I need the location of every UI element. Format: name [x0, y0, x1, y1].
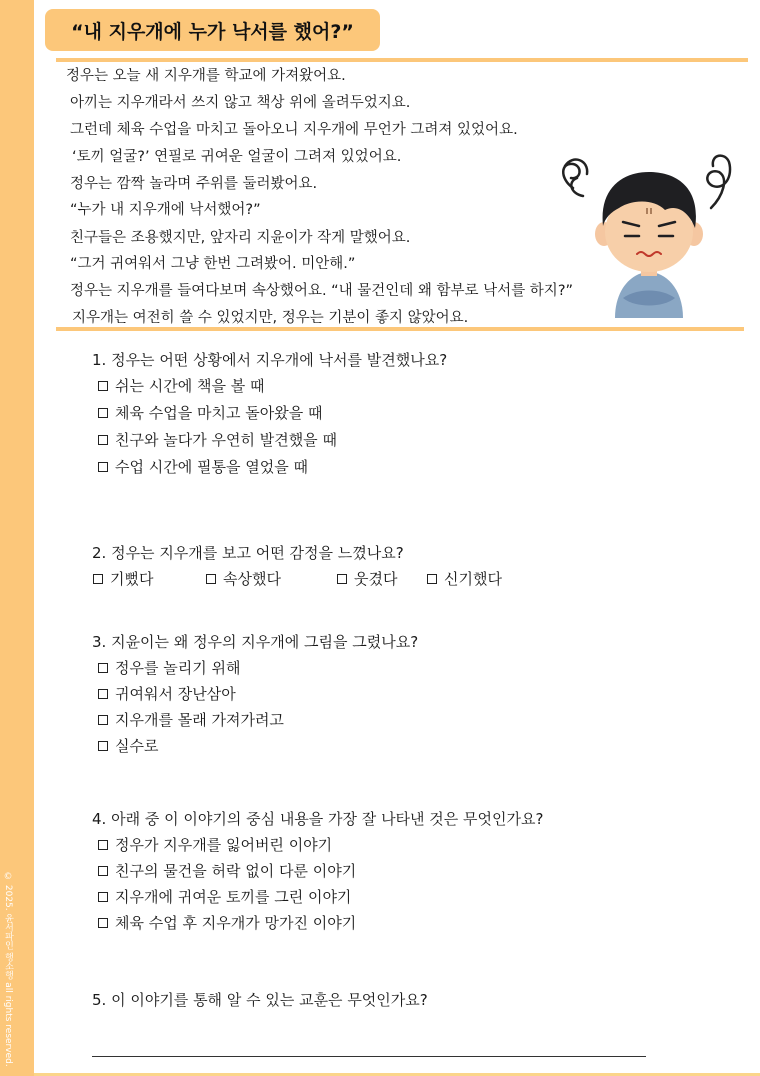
- question-3-option-1[interactable]: [98, 658, 240, 678]
- question-2-option-2[interactable]: [206, 569, 281, 589]
- checkbox[interactable]: [98, 866, 108, 876]
- question-2-option-4[interactable]: [427, 569, 502, 589]
- story-bottom-rule: [56, 327, 744, 331]
- story-top-rule: [56, 58, 748, 62]
- question-2-option-1[interactable]: [93, 569, 153, 589]
- option-label: 수업 시간에 필통을 열었을 때: [115, 458, 308, 476]
- option-label: 쉬는 시간에 책을 볼 때: [115, 377, 265, 395]
- checkbox[interactable]: [98, 381, 108, 391]
- checkbox[interactable]: [93, 574, 103, 584]
- checkbox[interactable]: [98, 435, 108, 445]
- story-line: 정우는 오늘 새 지우개를 학교에 가져왔어요.: [66, 68, 346, 84]
- question-4: 4. 아래 중 이 이야기의 중심 내용을 가장 잘 나타낸 것은 무엇인가요?: [92, 810, 544, 828]
- question-3-option-4[interactable]: [98, 736, 158, 756]
- checkbox[interactable]: [98, 918, 108, 928]
- option-label: 지우개에 귀여운 토끼를 그린 이야기: [115, 888, 352, 906]
- question-1-option-1[interactable]: [98, 376, 264, 396]
- story-line: ‘토끼 얼굴?’ 연필로 귀여운 얼굴이 그려져 있었어요.: [72, 149, 402, 165]
- checkbox[interactable]: [98, 462, 108, 472]
- question-4-option-1[interactable]: [98, 835, 332, 855]
- question-5: 5. 이 이야기를 통해 알 수 있는 교훈은 무엇인가요?: [92, 991, 428, 1009]
- checkbox[interactable]: [98, 892, 108, 902]
- question-1-option-2[interactable]: [98, 403, 322, 423]
- option-label: 기뻤다: [110, 570, 154, 588]
- option-label: 속상했다: [223, 570, 281, 588]
- story-line: “누가 내 지우개에 낙서했어?”: [70, 202, 261, 218]
- option-label: 귀여워서 장난삼아: [115, 685, 236, 703]
- story-line: 그런데 체육 수업을 마치고 돌아오니 지우개에 무언가 그려져 있었어요.: [70, 122, 518, 138]
- option-label: 체육 수업 후 지우개가 망가진 이야기: [115, 914, 357, 932]
- option-label: 정우를 놀리기 위해: [115, 659, 241, 677]
- checkbox[interactable]: [98, 408, 108, 418]
- question-3-option-2[interactable]: [98, 684, 236, 704]
- page-title: “내 지우개에 누가 낙서를 했어?”: [71, 20, 354, 43]
- question-3: 3. 지윤이는 왜 정우의 지우개에 그림을 그렸나요?: [92, 633, 419, 651]
- question-1: 1. 정우는 어떤 상황에서 지우개에 낙서를 발견했나요?: [92, 351, 448, 369]
- worried-boy-icon: [553, 148, 738, 318]
- question-2-option-3[interactable]: [337, 569, 397, 589]
- question-4-option-4[interactable]: [98, 913, 356, 933]
- option-label: 정우가 지우개를 잃어버린 이야기: [115, 836, 333, 854]
- story-line: 지우개는 여전히 쓸 수 있었지만, 정우는 기분이 좋지 않았어요.: [72, 310, 469, 326]
- story-line: “그거 귀여워서 그냥 한번 그려봤어. 미안해.”: [70, 256, 356, 272]
- copyright-text: © 2025. 윤서파인 행소행 all rights reserved.: [3, 872, 13, 1067]
- story-line: 아끼는 지우개라서 쓰지 않고 책상 위에 올려두었지요.: [70, 95, 411, 111]
- checkbox[interactable]: [98, 689, 108, 699]
- option-label: 실수로: [115, 737, 159, 755]
- checkbox[interactable]: [98, 741, 108, 751]
- story-line: 정우는 지우개를 들여다보며 속상했어요. “내 물건인데 왜 함부로 낙서를 하지?”: [70, 283, 574, 299]
- option-label: 체육 수업을 마치고 돌아왔을 때: [115, 404, 323, 422]
- question-1-option-3[interactable]: [98, 430, 337, 450]
- story-line: 친구들은 조용했지만, 앞자리 지윤이가 작게 말했어요.: [70, 230, 411, 246]
- option-label: 신기했다: [444, 570, 502, 588]
- option-label: 지우개를 몰래 가져가려고: [115, 711, 284, 729]
- question-2: 2. 정우는 지우개를 보고 어떤 감정을 느꼈나요?: [92, 544, 404, 562]
- question-4-option-2[interactable]: [98, 861, 356, 881]
- question-1-option-4[interactable]: [98, 457, 308, 477]
- question-4-option-3[interactable]: [98, 887, 351, 907]
- option-label: 웃겼다: [354, 570, 398, 588]
- answer-line[interactable]: [92, 1056, 646, 1057]
- checkbox[interactable]: [98, 663, 108, 673]
- checkbox[interactable]: [98, 715, 108, 725]
- title-banner: [45, 9, 380, 51]
- option-label: 친구의 물건을 허락 없이 다룬 이야기: [115, 862, 357, 880]
- checkbox[interactable]: [98, 840, 108, 850]
- checkbox[interactable]: [337, 574, 347, 584]
- checkbox[interactable]: [427, 574, 437, 584]
- checkbox[interactable]: [206, 574, 216, 584]
- story-line: 정우는 깜짝 놀라며 주위를 둘러봤어요.: [70, 176, 318, 192]
- question-3-option-3[interactable]: [98, 710, 284, 730]
- option-label: 친구와 놀다가 우연히 발견했을 때: [115, 431, 337, 449]
